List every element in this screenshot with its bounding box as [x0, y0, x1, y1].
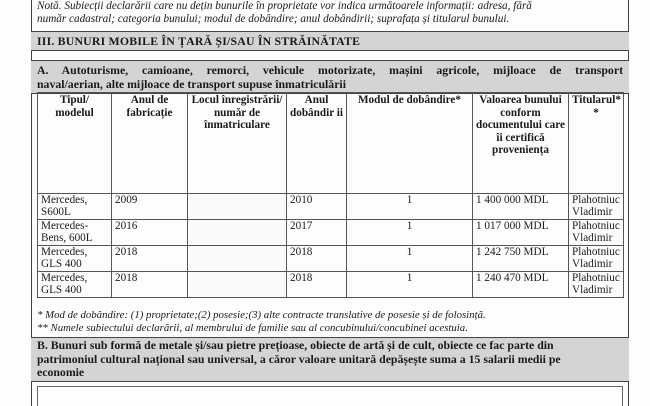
- cell-mod: 1: [347, 220, 473, 246]
- cell-valoare: 1 242 750 MDL: [473, 246, 569, 272]
- footnotes: [37, 309, 627, 334]
- note-line-1: Notă. Subiecții declarării care nu dețin bunurile în proprietate vor indica următoarele informații: adresa, fără: [37, 0, 532, 12]
- table-row: [38, 246, 624, 272]
- cell-an-fabricatie: 2018: [112, 246, 188, 272]
- cell-tip: Mercedes, S600L: [38, 194, 112, 220]
- cell-mod: 1: [347, 272, 473, 298]
- cell-an-dobandire: 2010: [287, 194, 347, 220]
- header-valoare: Valoarea bunului conform documentului care îi certifică proveniența: [473, 93, 569, 194]
- header-tip: Tipul/ modelul: [38, 93, 112, 194]
- cell-valoare: 1 400 000 MDL: [473, 194, 569, 220]
- section-b-heading: [31, 337, 629, 382]
- cell-mod: 1: [347, 246, 473, 272]
- footnote-mod-dobandire: * Mod de dobândire: (1) proprietate;(2) posesie;(3) alte contracte translative de posesie și de folosință.: [37, 309, 486, 321]
- section-b-line-3: economie: [37, 365, 85, 379]
- table-row: [38, 272, 624, 298]
- cell-an-dobandire: 2018: [287, 272, 347, 298]
- cell-titular: Plahotniuc Vladimir: [569, 272, 624, 298]
- cell-loc-redacted: [188, 220, 287, 246]
- cell-loc-redacted: [188, 194, 287, 220]
- cell-valoare: 1 017 000 MDL: [473, 220, 569, 246]
- cell-tip: Mercedes-Bens, 600L: [38, 220, 112, 246]
- cell-an-fabricatie: 2009: [112, 194, 188, 220]
- table-row: [38, 220, 624, 246]
- section-a-heading: [31, 60, 629, 94]
- cell-tip: Mercedes, GLS 400: [38, 246, 112, 272]
- cell-titular: Plahotniuc Vladimir: [569, 194, 624, 220]
- header-mod: Modul de dobândire*: [347, 93, 473, 194]
- header-titular: Titularul* *: [569, 93, 624, 194]
- cell-tip: Mercedes, GLS 400: [38, 272, 112, 298]
- cell-an-fabricatie: 2016: [112, 220, 188, 246]
- vehicles-table: [37, 92, 624, 298]
- header-an-dobandire: Anul dobândir ii: [287, 93, 347, 194]
- cell-an-dobandire: 2018: [287, 246, 347, 272]
- cell-an-dobandire: 2017: [287, 220, 347, 246]
- cell-titular: Plahotniuc Vladimir: [569, 246, 624, 272]
- cell-an-fabricatie: 2018: [112, 272, 188, 298]
- section-b-line-2: patrimoniul cultural național sau universal, a căror valoare unitară depășește suma a 15 salarii medii pe: [37, 351, 561, 366]
- note-top: [37, 0, 622, 25]
- section-b-line-1: B. Bunuri sub formă de metale și/sau pietre prețioase, obiecte de artă și de cult, obiecte ce fac parte din: [37, 338, 554, 352]
- section-a-line-1: A. Autoturisme, camioane, remorci, vehicule motorizate, mașini agricole, mijloace de transport: [37, 63, 623, 77]
- section-iii-heading: III. BUNURI MOBILE ÎN ȚARĂ ȘI/SAU ÎN STRĂINĂTATE: [31, 31, 629, 51]
- note-line-2: număr cadastral; categoria bunului; modul de dobândire; anul dobândirii; suprafața și titularul bunului.: [37, 12, 510, 25]
- header-loc: Locul înregistrării/ număr de înmatriculare: [188, 93, 287, 194]
- section-a-line-2: naval/aerian, alte mijloace de transport supuse înmatriculării: [37, 77, 346, 91]
- cell-valoare: 1 240 470 MDL: [473, 272, 569, 298]
- footnote-titular: ** Numele subiectului declarării, al membrului de familie sau al concubinului/concubinei acestuia.: [37, 321, 468, 334]
- table-header-row: [38, 93, 624, 194]
- section-b-table-edge: [37, 386, 623, 406]
- header-an-fabricatie: Anul de fabricație: [112, 93, 188, 194]
- cell-mod: 1: [347, 194, 473, 220]
- table-row: [38, 194, 624, 220]
- cell-titular: Plahotniuc Vladimir: [569, 220, 624, 246]
- cell-loc-redacted: [188, 246, 287, 272]
- cell-loc-redacted: [188, 272, 287, 298]
